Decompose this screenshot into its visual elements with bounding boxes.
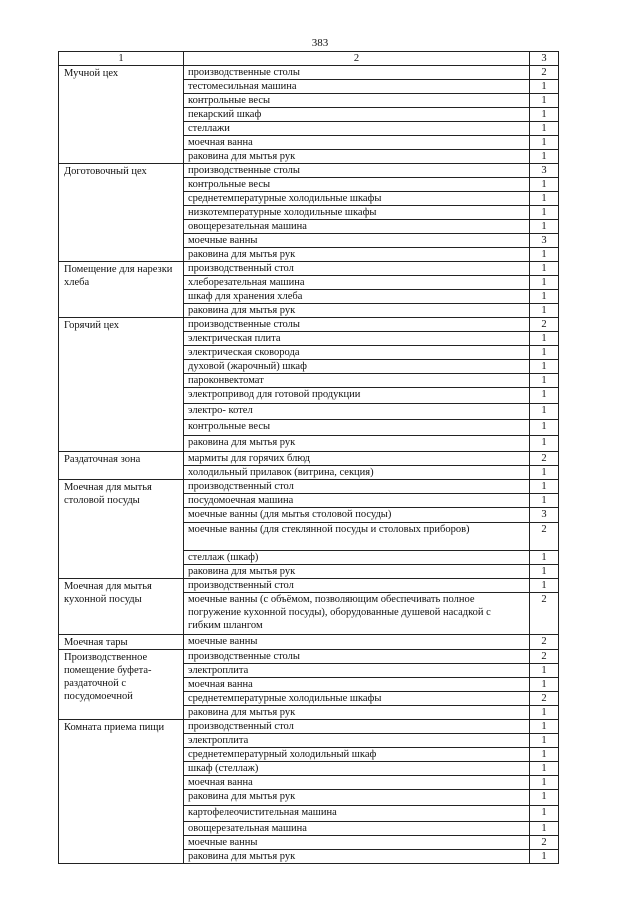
quantity-cell: 1 — [530, 734, 559, 748]
table-row — [59, 66, 559, 80]
equipment-item-cell: электроплита — [184, 664, 530, 678]
room-name-cell: Моечная для мытья кухонной посуды — [59, 579, 184, 635]
quantity-cell: 3 — [530, 508, 559, 523]
equipment-item-cell: моечные ванны (для мытья столовой посуды) — [184, 508, 530, 523]
equipment-item-cell: производственный стол — [184, 262, 530, 276]
table-row — [59, 635, 559, 650]
room-name-cell: Горячий цех — [59, 318, 184, 452]
equipment-item-cell: раковина для мытья рук — [184, 850, 530, 864]
quantity-cell: 2 — [530, 650, 559, 664]
equipment-item-cell: духовой (жарочный) шкаф — [184, 360, 530, 374]
equipment-item-cell: пекарский шкаф — [184, 108, 530, 122]
quantity-cell: 2 — [530, 692, 559, 706]
equipment-item-cell: овощерезательная машина — [184, 220, 530, 234]
quantity-cell: 1 — [530, 206, 559, 220]
equipment-item-cell: электрическая сковорода — [184, 346, 530, 360]
table-row — [59, 164, 559, 178]
equipment-item-cell: контрольные весы — [184, 94, 530, 108]
equipment-item-cell: производственный стол — [184, 579, 530, 593]
column-header-3: 3 — [530, 52, 559, 66]
quantity-cell: 1 — [530, 748, 559, 762]
quantity-cell: 2 — [530, 66, 559, 80]
quantity-cell: 1 — [530, 248, 559, 262]
quantity-cell: 1 — [530, 720, 559, 734]
equipment-item-cell: моечные ванны — [184, 234, 530, 248]
equipment-item-cell: электро- котел — [184, 404, 530, 420]
equipment-item-cell: моечная ванна — [184, 136, 530, 150]
quantity-cell: 1 — [530, 404, 559, 420]
quantity-cell: 1 — [530, 706, 559, 720]
room-name-cell: Комната приема пищи — [59, 720, 184, 864]
quantity-cell: 1 — [530, 790, 559, 806]
equipment-item-cell: стеллаж (шкаф) — [184, 551, 530, 565]
equipment-item-cell: моечные ванны — [184, 836, 530, 850]
quantity-cell: 1 — [530, 466, 559, 480]
equipment-item-cell: низкотемпературные холодильные шкафы — [184, 206, 530, 220]
table-row — [59, 480, 559, 494]
room-name-cell: Раздаточная зона — [59, 452, 184, 480]
equipment-item-cell: шкаф для хранения хлеба — [184, 290, 530, 304]
quantity-cell: 2 — [530, 635, 559, 650]
equipment-item-cell: пароконвектомат — [184, 374, 530, 388]
header-row — [59, 52, 559, 66]
equipment-item-cell: среднетемпературные холодильные шкафы — [184, 192, 530, 206]
quantity-cell: 1 — [530, 822, 559, 836]
quantity-cell: 2 — [530, 523, 559, 551]
equipment-item-cell: производственный стол — [184, 480, 530, 494]
equipment-item-cell: контрольные весы — [184, 178, 530, 192]
quantity-cell: 1 — [530, 122, 559, 136]
equipment-item-cell: электроплита — [184, 734, 530, 748]
room-name-cell: Моечная тары — [59, 635, 184, 650]
table-body — [59, 66, 559, 864]
equipment-item-cell: мармиты для горячих блюд — [184, 452, 530, 466]
quantity-cell: 1 — [530, 94, 559, 108]
quantity-cell: 1 — [530, 678, 559, 692]
quantity-cell: 1 — [530, 776, 559, 790]
table-row — [59, 720, 559, 734]
table-row — [59, 579, 559, 593]
column-header-2: 2 — [184, 52, 530, 66]
column-header-1: 1 — [59, 52, 184, 66]
equipment-item-cell: раковина для мытья рук — [184, 248, 530, 262]
equipment-item-cell: шкаф (стеллаж) — [184, 762, 530, 776]
quantity-cell: 1 — [530, 374, 559, 388]
equipment-item-cell: раковина для мытья рук — [184, 436, 530, 452]
equipment-item-cell: моечные ванны (с объёмом, позволяющим обеспечивать полное погружение кухонной посуды), оборудованные душевой насадкой с гибким шлангом — [184, 593, 530, 635]
quantity-cell: 1 — [530, 850, 559, 864]
equipment-item-cell: раковина для мытья рук — [184, 706, 530, 720]
quantity-cell: 1 — [530, 304, 559, 318]
equipment-item-cell: стеллажи — [184, 122, 530, 136]
quantity-cell: 1 — [530, 565, 559, 579]
quantity-cell: 1 — [530, 108, 559, 122]
room-name-cell: Мучной цех — [59, 66, 184, 164]
equipment-item-cell: овощерезательная машина — [184, 822, 530, 836]
equipment-item-cell: раковина для мытья рук — [184, 150, 530, 164]
quantity-cell: 1 — [530, 178, 559, 192]
quantity-cell: 1 — [530, 420, 559, 436]
equipment-item-cell: тестомесильная машина — [184, 80, 530, 94]
equipment-item-cell: производственные столы — [184, 318, 530, 332]
quantity-cell: 1 — [530, 664, 559, 678]
quantity-cell: 1 — [530, 80, 559, 94]
equipment-item-cell: моечная ванна — [184, 678, 530, 692]
quantity-cell: 1 — [530, 579, 559, 593]
table-row — [59, 262, 559, 276]
equipment-item-cell: хлеборезательная машина — [184, 276, 530, 290]
table-header — [59, 52, 559, 66]
quantity-cell: 1 — [530, 332, 559, 346]
equipment-item-cell: электропривод для готовой продукции — [184, 388, 530, 404]
quantity-cell: 1 — [530, 276, 559, 290]
equipment-item-cell: моечная ванна — [184, 776, 530, 790]
equipment-item-cell: посудомоечная машина — [184, 494, 530, 508]
quantity-cell: 2 — [530, 318, 559, 332]
equipment-item-cell: контрольные весы — [184, 420, 530, 436]
room-name-cell: Доготовочный цех — [59, 164, 184, 262]
equipment-item-cell: моечные ванны (для стеклянной посуды и столовых приборов) — [184, 523, 530, 551]
table-row — [59, 318, 559, 332]
quantity-cell: 3 — [530, 164, 559, 178]
quantity-cell: 1 — [530, 762, 559, 776]
quantity-cell: 1 — [530, 136, 559, 150]
room-name-cell: Производственное помещение буфета-раздаточной с посудомоечной — [59, 650, 184, 720]
quantity-cell: 1 — [530, 480, 559, 494]
room-name-cell: Моечная для мытья столовой посуды — [59, 480, 184, 579]
quantity-cell: 1 — [530, 436, 559, 452]
quantity-cell: 1 — [530, 262, 559, 276]
quantity-cell: 1 — [530, 192, 559, 206]
page-number: 383 — [311, 37, 329, 49]
equipment-item-cell: среднетемпературный холодильный шкаф — [184, 748, 530, 762]
table-row — [59, 452, 559, 466]
equipment-item-cell: моечные ванны — [184, 635, 530, 650]
quantity-cell: 1 — [530, 360, 559, 374]
equipment-item-cell: производственные столы — [184, 650, 530, 664]
quantity-cell: 1 — [530, 551, 559, 565]
equipment-item-cell: раковина для мытья рук — [184, 304, 530, 318]
quantity-cell: 2 — [530, 836, 559, 850]
quantity-cell: 1 — [530, 388, 559, 404]
equipment-item-cell: холодильный прилавок (витрина, секция) — [184, 466, 530, 480]
equipment-item-cell: раковина для мытья рук — [184, 790, 530, 806]
quantity-cell: 1 — [530, 346, 559, 360]
quantity-cell: 2 — [530, 452, 559, 466]
quantity-cell: 1 — [530, 290, 559, 304]
table-row — [59, 650, 559, 664]
quantity-cell: 1 — [530, 494, 559, 508]
quantity-cell: 2 — [530, 593, 559, 635]
equipment-item-cell: раковина для мытья рук — [184, 565, 530, 579]
equipment-item-cell: картофелеочистительная машина — [184, 806, 530, 822]
equipment-item-cell: производственные столы — [184, 66, 530, 80]
quantity-cell: 3 — [530, 234, 559, 248]
equipment-item-cell: среднетемпературные холодильные шкафы — [184, 692, 530, 706]
quantity-cell: 1 — [530, 220, 559, 234]
equipment-item-cell: электрическая плита — [184, 332, 530, 346]
room-name-cell: Помещение для нарезки хлеба — [59, 262, 184, 318]
equipment-item-cell: производственный стол — [184, 720, 530, 734]
quantity-cell: 1 — [530, 150, 559, 164]
quantity-cell: 1 — [530, 806, 559, 822]
equipment-item-cell: производственные столы — [184, 164, 530, 178]
equipment-table — [58, 51, 559, 864]
